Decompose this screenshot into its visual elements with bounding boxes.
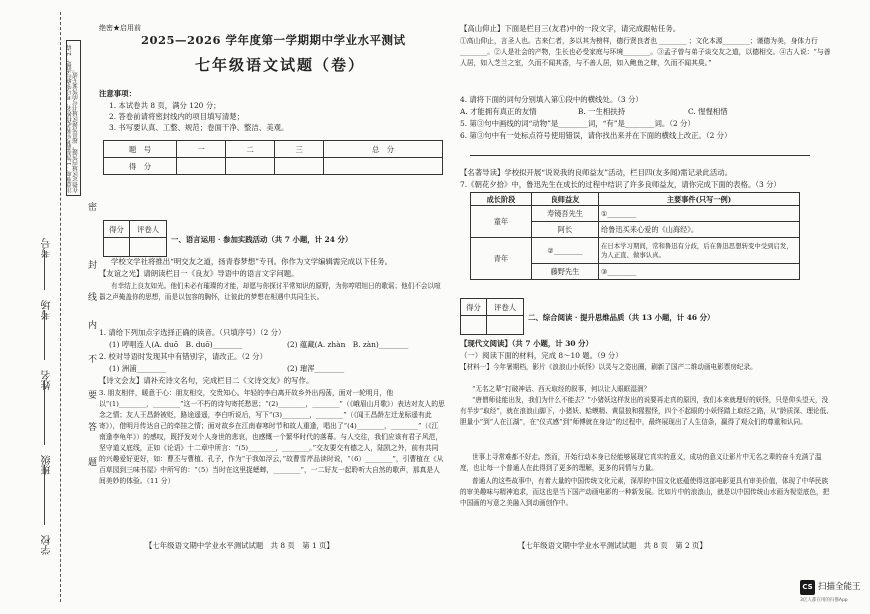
score-cell[interactable] <box>324 158 443 175</box>
answer-line[interactable] <box>470 155 810 156</box>
question-1: 1. 请给下列加点字选择正确的读音。（只填序号）（2 分） <box>99 328 286 337</box>
table-cell-friend[interactable]: ②________ <box>532 238 599 264</box>
score-header: 总 分 <box>324 141 443 158</box>
grader-name-cell[interactable] <box>130 238 167 257</box>
table-header: 良师益友 <box>532 193 599 206</box>
seat-number-label: 考号 <box>42 238 53 258</box>
page-2-footer: 【七年级语文期中学业水平测试试题 共 8 页 第 2 页】 <box>518 541 707 550</box>
table-cell-stage: 童年 <box>471 206 532 238</box>
question-4-option: C. 惺惺相惜 <box>688 107 728 116</box>
question-2: 2. 校对导语时发现其中有错别字，请改正。（2 分） <box>99 352 267 361</box>
table-cell-event: 在日本学习期间，常和鲁迅有分歧，后在鲁迅思想转变中受到启发，为人正直、做事认真。 <box>599 238 800 264</box>
score-header: 二 <box>226 141 275 158</box>
question-1-a: (1) 哼唱连人(A. duō B. duō)________ <box>109 340 243 349</box>
exam-page-1 <box>97 20 450 550</box>
cut-word: 题 <box>88 458 98 468</box>
passage-paragraph: “无名之辈”打破神话、西天取经的叙事，何以让人眼眶湿润？ <box>472 385 651 393</box>
task-3-passage: ①高山仰止，言圣人也。古来仁者，多以其为榜样，德行贤良者也 ________ ；文化本源________；谨德为美，身体力行 ________。②人是社会的产物，生长也必受家庭与环境________。③孟子曾与弟子谈交友之道，以德相交。④古人说：“与善人居，如入芝兰之室，久而不闻其香，与不善人居，如入鲍鱼之肆，久而不闻其臭。” <box>460 37 831 67</box>
passage-paragraph: 普通人的这些故事中，有着大量的中国传统文化元素，深厚的中国文化底蕴使得这部电影更具有审美价值，体现了中华民族的审美趣味与精神追求，而这也是当下国产动画电影的一种新发展。比如片中的浪浪山，就是以中国传统山水画为视觉底色，把中国画的写意之美融入到动画创作中。 <box>460 477 830 507</box>
exam-room-line <box>44 310 45 360</box>
cut-word: 内 <box>88 321 98 331</box>
task-3-heading: 【高山仰止】下面是栏目三(友君)中的一段文字，请完成跟帖任务。 <box>460 24 681 33</box>
table-cell-event[interactable]: ①________ <box>599 206 800 222</box>
task-1-passage: 有幸结上良友如光。他们未必有璀璨的才能，却愿与你探讨平常知识的原野，为你哼唱旭日的歌谣；他们不会以喧嚣之声掩盖你的思想，而是以包容的胸怀，让彼此的梦想在相遇中共同生长。 <box>99 282 441 301</box>
notes-heading: 注意事项： <box>99 89 136 98</box>
notice-box: 注意事项：1.答卷前考生务必将姓名、考号等填写清楚。2.请在指定区域内答题，超出答题区域书写的答案无效。 <box>66 40 81 196</box>
score-header: 一 <box>177 141 226 158</box>
task-2-heading: 【诗文会友】请补充诗文名句，完成栏目二《文诗交友》的写作。 <box>99 376 314 385</box>
binding-strip <box>0 0 98 614</box>
table-cell-friend: 寿镜吾先生 <box>532 206 599 222</box>
cut-word: 要 <box>88 391 98 401</box>
seal-line <box>60 12 61 602</box>
grader-box <box>460 298 524 335</box>
scanner-watermark <box>800 578 870 610</box>
score-cell[interactable] <box>226 158 275 175</box>
question-7: 7.《朝花夕拾》中，鲁迅先生在成长的过程中结识了许多良师益友，请你完成下面的表格。（3 分） <box>460 180 781 189</box>
table-cell-event: 给鲁迅买来心爱的《山海经》。 <box>599 222 800 238</box>
seat-number-line <box>44 250 45 290</box>
grader-box <box>103 220 167 257</box>
friends-table <box>470 192 800 280</box>
section-1-heading: 一、语言运用 · 参加实践活动（共 7 小题，计 24 分） <box>171 235 353 244</box>
question-1-b: (2) 蕴藏(A. zhàn B. zàn)________ <box>287 340 409 349</box>
note-item: 1. 本试卷共 8 页，满分 120 分； <box>109 101 221 110</box>
table-cell-stage: 青年 <box>471 238 532 280</box>
name-label: 姓名 <box>42 370 53 390</box>
question-5: 5. 第③句中画线的词“动物”是________词，“有”是________词。（2 分） <box>460 119 695 128</box>
page-1-footer: 【七年级语文期中学业水平测试试题 共 8 页 第 1 页】 <box>145 541 334 550</box>
question-3: 3. 朋友相伴，暖意于心：朋友相交，交贵知心。年轻的李白离开故乡外出闯荡，面对一轮明月，他以“(1)________，________”这一不朽的诗句寄托愁思；“(2)________，________”（《峨眉山月歌》）表达对友人的思念之情；友人王昌龄被贬，路途遥遥，李白听说后，写下“(3)________，________”（《闻王昌龄左迁龙标遥有此寄》），借明月传达自己的牵挂之情；面对故乡在江南春寒时节和故人重逢，唱出了“(4)________，________”（《江南逢李龟年》）的感叹，既抒发对个人身世的悲哀，也感慨一个繁华时代的落幕。与人交往，我们应该有君子风范，坚守道义底线，正如《论语》十二章中所言：“(5)________，________。”交友要交有德之人，陆凯之外，前有共同的兴趣爱好更好，如：曹丕与曹植、孔子，作为“于我如浮云，”故曹雪芹品读时说，“（6）________”，引曹植在《从百草园到三味书屋》中所写的：“（5）当时在这里捉蟋蟀，________”，一二好友一起聆听大自然的歌声，那真是人间美妙的体验。（11 分） <box>99 389 445 485</box>
question-4-option: A. 才能拥有真正的友情 <box>460 107 537 116</box>
secret-label: 绝密★启用前 <box>99 24 141 32</box>
grader-name-label: 评卷人 <box>130 221 167 238</box>
passage-paragraph: 世事上寻常难都不好走。然而，开始行动本身已经能够展现它真实的意义，成功的意义让影片中无名之辈的奋斗充满了温度，也让每一个普通人在此得到了更多的理解，更多的同情与力量。 <box>460 453 822 472</box>
cut-word: 密 <box>88 203 98 213</box>
grader-score-cell[interactable] <box>104 238 130 257</box>
grader-score-label: 得分 <box>104 221 130 238</box>
score-header: 题 号 <box>104 141 177 158</box>
exam-room-label: 考场 <box>42 300 53 320</box>
score-row-label: 得 分 <box>104 158 177 175</box>
grader-score-label: 得分 <box>461 299 487 316</box>
exam-title: 2025—2026 学年度第一学期期中学业水平测试 <box>141 33 406 47</box>
watermark-subtitle: 3亿人都在用的扫描App <box>800 598 848 603</box>
table-cell-event[interactable]: ③________ <box>599 264 800 280</box>
cut-word: 线 <box>88 293 98 303</box>
question-2-a: (1) 洲浦________ <box>109 364 167 373</box>
exam-subtitle: 七年级语文试题（卷） <box>195 56 366 74</box>
score-table <box>103 140 443 175</box>
school-label: 学校 <box>42 535 53 555</box>
watermark-brand: 扫描全能王 <box>818 582 861 592</box>
part-1-heading: （一）阅读下面的材料，完成 8～10 题。（9 分） <box>460 351 623 360</box>
note-item: 3. 书写要认真、工整、规范；卷面干净、整洁、美观。 <box>109 123 289 132</box>
passage-paragraph: “唐僧师徒能出发，我们为什么不能去？”小猪妖这样发出的说要再走真的原因，我们本来就理好的妖怪，只是仰头望天，没有半步“取经”，就在浪浪山脚下，小猪妖、蛤蟆精、黄鼠狼和猩猩怪，四个不起眼的小妖怪踏上取经之路，从“龄质深、理论低、胆量小”到“人在江湖”，在“仪式感”到“师傅就在身边”的过程中，最终展现出了人生信条，赢得了观众们的尊重和认同。 <box>460 396 833 426</box>
grader-name-label: 评卷人 <box>487 299 524 316</box>
name-line <box>44 380 45 445</box>
cut-word: 答 <box>88 423 98 433</box>
intro-text: 学校文学社将推出“明交友之道，扬青春梦想”专刊。你作为文学编辑需完成以下任务。 <box>111 257 393 266</box>
table-cell-friend: 藤野先生 <box>532 264 599 280</box>
score-cell[interactable] <box>275 158 324 175</box>
grader-name-cell[interactable] <box>487 316 524 335</box>
exam-page-2 <box>458 20 838 550</box>
score-cell[interactable] <box>177 158 226 175</box>
question-4: 4. 请将下面的词句分别填入第①段中的横线处。（3 分） <box>460 95 643 104</box>
camscanner-logo-icon: CS <box>800 580 815 595</box>
question-4-option: B. 一生相扶持 <box>578 107 626 116</box>
table-cell-friend: 阿长 <box>532 222 599 238</box>
table-header: 主要事件(只写一例) <box>599 193 800 206</box>
cut-word: 不 <box>88 355 98 365</box>
class-line <box>44 465 45 525</box>
question-6: 6. 第③句中有一处标点符号使用错误，请你找出来并在下面的横线上改正。（2 分） <box>460 131 732 140</box>
material-1: 【材料一】今年暑期档，影片《浪浪山小妖怪》以灵与之姿出圈，刷新了国产二维动画电影票房纪录。 <box>460 363 757 371</box>
section-2-heading: 二、综合阅读 · 提升思维品质（共 13 小题，计 46 分） <box>528 313 715 322</box>
cut-word: 封 <box>88 261 98 271</box>
modern-reading-heading: 【现代文阅读】（共 7 小题，计 30 分） <box>460 339 593 348</box>
task-1-heading: 【友谊之光】请朗读栏目一《良友》导语中的语言文字问题。 <box>99 269 299 278</box>
task-4-heading: 【名著导读】学校拟开展“说说我的良师益友”活动，栏目四(友多闻)需记录此活动。 <box>460 168 732 177</box>
table-header: 成长阶段 <box>471 193 532 206</box>
class-label: 班级 <box>42 455 53 475</box>
question-2-b: (2) 璀浑________ <box>287 364 345 373</box>
score-header: 三 <box>275 141 324 158</box>
note-item: 2. 答卷前请将密封线内的项目填写清楚； <box>109 112 245 121</box>
grader-score-cell[interactable] <box>461 316 487 335</box>
